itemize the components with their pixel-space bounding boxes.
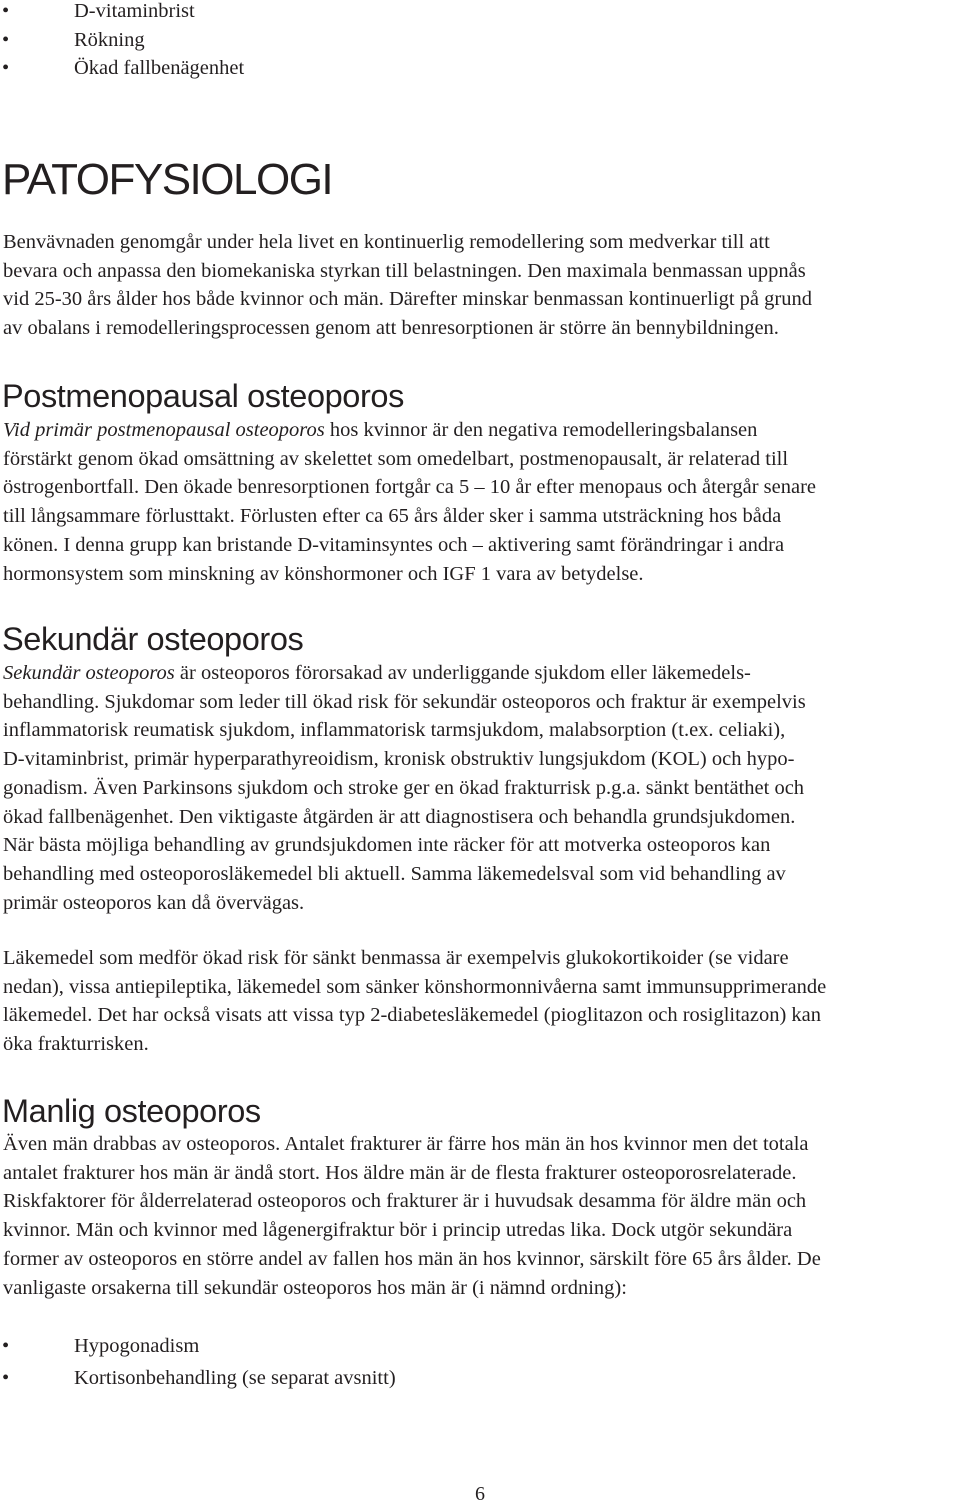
list-item: • Hypogonadism (0, 1330, 396, 1362)
intro-paragraph: Benvävnaden genomgår under hela livet en kontinuerlig remodellering som medverkar till att bevara och anpassa den biomekaniska styrkan till belastningen. Den maximala benmassan uppnås vid 25-30 års ålder hos både kvinnor och män. Därefter minskar benmassan kontinuerligt på grund av obalans i remodelleringsprocessen genom att benresorptionen är större än bennybildningen. (3, 231, 812, 340)
manlig-heading: Manlig osteoporos (2, 1093, 261, 1129)
bullet-icon: • (2, 1367, 10, 1389)
sekundar-heading: Sekundär osteoporos (2, 621, 304, 657)
section-title: PATOFYSIOLOGI (2, 155, 333, 204)
bullet-icon: • (2, 0, 10, 22)
risk-factor-list (0, 0, 244, 83)
bullet-icon: • (2, 28, 10, 51)
list-item: • Ökad fallbenägenhet (0, 54, 244, 83)
postmenopausal-paragraph: Vid primär postmenopausal osteoporos hos kvinnor är den negativa remodelleringsbalansen förstärkt genom ökad omsättning av skelettet som omedelbart, postmenopausalt, är relaterad till östrogenbortfall. Den ökade benresorptionen fortgår ca 5 – 10 år efter menopaus och återgår senare till långsammare förlusttakt. Förlusten efter ca 65 års ålder sker i samma utsträckning hos båda könen. I denna grupp kan bristande D-vitaminsyntes och – aktivering samt förändringar i andra hormonsystem som minskning av könshormoner och IGF 1 vara av betydelse. (3, 419, 817, 585)
italic-term: Sekundär osteoporos (3, 662, 175, 684)
bullet-icon: • (2, 57, 10, 79)
manlig-paragraph: Även män drabbas av osteoporos. Antalet frakturer är färre hos män än hos kvinnor men det totala antalet frakturer hos män är ändå stort. Hos äldre män är de flesta frakturer osteoporosrelaterade. Riskfaktorer för ålderrelaterad osteoporos och frakturer är i huvudsak desamma för äldre män och kvinnor. Män och kvinnor med lågenergifraktur bör i princip utredas lika. Dock utgör sekundära former av osteoporos en större andel av fallen hos män än hos kvinnor, särskilt före 65 års ålder. De vanligaste orsakerna till sekundär osteoporos hos män är (i nämnd ordning): (3, 1133, 821, 1299)
bullet-icon: • (2, 1335, 10, 1357)
cause-list (0, 1330, 396, 1394)
list-item: • Rökning (0, 26, 244, 55)
italic-term: Vid primär postmenopausal osteoporos (3, 419, 325, 441)
list-item: • D-vitaminbrist (0, 0, 244, 26)
list-item: • Kortisonbehandling (se separat avsnitt) (0, 1362, 396, 1394)
postmenopausal-heading: Postmenopausal osteoporos (2, 378, 404, 414)
sekundar-paragraph: Sekundär osteoporos är osteoporos förorsakad av underliggande sjukdom eller läkemedels- behandling. Sjukdomar som leder till ökad risk för sekundär osteoporos och fraktur är exempelvis inflammatorisk reumatisk sjukdom, inflammatorisk tarmsjukdom, malabsorption (t.ex. celiaki), D-vitaminbrist, primär hyperparathyreoidism, kronisk obstruktiv lungsjukdom (KOL) och hypo- gonadism. Även Parkinsons sjukdom och stroke ger en ökad frakturrisk p.g.a. sänkt bentäthet och ökad fallbenägenhet. Den viktigaste åtgärden är att diagnostisera och behandla grundsjukdomen. När bästa möjliga behandling av grundsjukdomen inte räcker för att motverka osteoporos kan behandling med osteoporosläkemedel bli aktuell. Samma läkemedelsval som vid behandling av primär osteoporos kan då övervägas. (3, 662, 806, 914)
drug-risk-paragraph: Läkemedel som medför ökad risk för sänkt benmassa är exempelvis glukokortikoider (se vidare nedan), vissa antiepileptika, läkemedel som sänker könshormonnivåerna samt immunsupprimerande läkemedel. Det har också visats att vissa typ 2-diabetesläkemedel (pioglitazon och rosiglitazon) kan öka frakturrisken. (3, 947, 827, 1056)
page-number: 6 (475, 1483, 485, 1505)
